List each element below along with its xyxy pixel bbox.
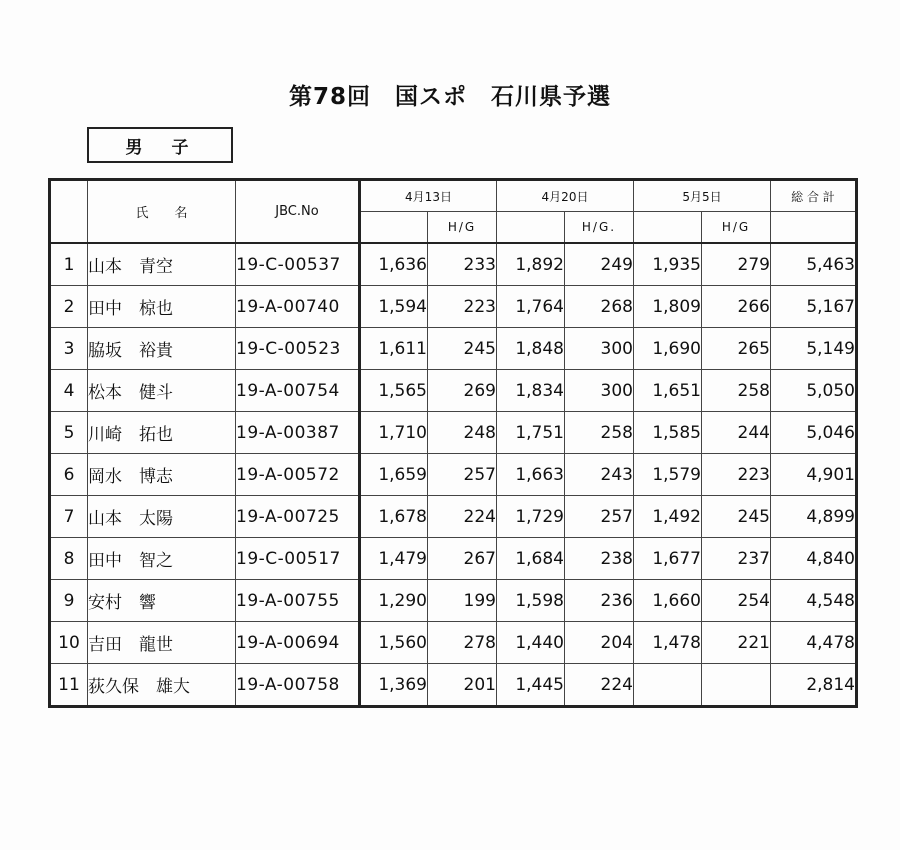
player-name-cell: 川崎 拓也: [88, 412, 236, 454]
total-score-cell: 4,478: [771, 622, 857, 664]
total-score-cell: 5,050: [771, 370, 857, 412]
rank-cell: 11: [50, 664, 88, 707]
jbc-number-cell: 19-C-00537: [236, 243, 360, 286]
total-score-cell: 4,901: [771, 454, 857, 496]
player-name-cell: 松本 健斗: [88, 370, 236, 412]
round3-high-game-cell: 244: [702, 412, 771, 454]
rank-cell: 10: [50, 622, 88, 664]
total-subheader: [771, 212, 857, 244]
round2-high-game-cell: 238: [565, 538, 634, 580]
table-row: [50, 243, 857, 286]
round1-score-subheader: [360, 212, 428, 244]
player-name-cell: 田中 椋也: [88, 286, 236, 328]
round2-score-cell: 1,663: [497, 454, 565, 496]
jbc-number-cell: 19-A-00740: [236, 286, 360, 328]
player-name-cell: 山本 青空: [88, 243, 236, 286]
rank-cell: 4: [50, 370, 88, 412]
round2-high-game-cell: 257: [565, 496, 634, 538]
jbc-number-cell: 19-A-00694: [236, 622, 360, 664]
round1-high-game-cell: 223: [428, 286, 497, 328]
total-score-cell: 5,463: [771, 243, 857, 286]
round2-score-cell: 1,764: [497, 286, 565, 328]
table-row: [50, 664, 857, 707]
round2-score-subheader: [497, 212, 565, 244]
round2-high-game-cell: 249: [565, 243, 634, 286]
rank-cell: 6: [50, 454, 88, 496]
round2-score-cell: 1,684: [497, 538, 565, 580]
round2-score-cell: 1,598: [497, 580, 565, 622]
round3-score-cell: 1,935: [634, 243, 702, 286]
category-label: 男 子: [87, 127, 233, 163]
round2-score-cell: 1,848: [497, 328, 565, 370]
table-row: [50, 538, 857, 580]
player-name-cell: 吉田 龍世: [88, 622, 236, 664]
round3-score-cell: 1,677: [634, 538, 702, 580]
round3-high-game-cell: 237: [702, 538, 771, 580]
round3-high-game-cell: [702, 664, 771, 707]
total-score-cell: 5,149: [771, 328, 857, 370]
round3-score-cell: 1,585: [634, 412, 702, 454]
header-row: [50, 180, 857, 212]
round2-high-game-cell: 243: [565, 454, 634, 496]
round2-high-game-cell: 300: [565, 370, 634, 412]
round2-high-game-cell: 236: [565, 580, 634, 622]
player-name-cell: 脇坂 裕貴: [88, 328, 236, 370]
round3-high-game-cell: 221: [702, 622, 771, 664]
round1-high-game-cell: 245: [428, 328, 497, 370]
round1-high-game-cell: 257: [428, 454, 497, 496]
round2-score-cell: 1,445: [497, 664, 565, 707]
round3-score-subheader: [634, 212, 702, 244]
round1-score-cell: 1,710: [360, 412, 428, 454]
rank-cell: 1: [50, 243, 88, 286]
round3-score-cell: 1,809: [634, 286, 702, 328]
round3-score-cell: 1,660: [634, 580, 702, 622]
round1-score-cell: 1,560: [360, 622, 428, 664]
total-score-cell: 5,167: [771, 286, 857, 328]
rank-cell: 3: [50, 328, 88, 370]
table-row: [50, 412, 857, 454]
rank-cell: 8: [50, 538, 88, 580]
total-score-cell: 4,840: [771, 538, 857, 580]
round1-high-game-cell: 248: [428, 412, 497, 454]
total-score-cell: 5,046: [771, 412, 857, 454]
round1-high-game-cell: 269: [428, 370, 497, 412]
round3-score-cell: 1,579: [634, 454, 702, 496]
player-name-cell: 山本 太陽: [88, 496, 236, 538]
jbc-number-cell: 19-C-00523: [236, 328, 360, 370]
round1-hg-subheader: H/G: [428, 212, 497, 244]
round1-high-game-cell: 278: [428, 622, 497, 664]
round3-hg-subheader: H/G: [702, 212, 771, 244]
round1-high-game-cell: 199: [428, 580, 497, 622]
total-score-cell: 4,899: [771, 496, 857, 538]
round1-high-game-cell: 233: [428, 243, 497, 286]
round1-score-cell: 1,290: [360, 580, 428, 622]
round3-header: 5月5日: [634, 180, 771, 212]
rank-cell: 2: [50, 286, 88, 328]
round2-header: 4月20日: [497, 180, 634, 212]
table-row: [50, 370, 857, 412]
round2-score-cell: 1,440: [497, 622, 565, 664]
round1-score-cell: 1,369: [360, 664, 428, 707]
round2-high-game-cell: 204: [565, 622, 634, 664]
jbc-number-cell: 19-C-00517: [236, 538, 360, 580]
rank-header: [50, 180, 88, 244]
jbc-number-cell: 19-A-00725: [236, 496, 360, 538]
round3-score-cell: 1,651: [634, 370, 702, 412]
round2-high-game-cell: 258: [565, 412, 634, 454]
total-score-cell: 4,548: [771, 580, 857, 622]
jbc-number-cell: 19-A-00572: [236, 454, 360, 496]
player-name-cell: 岡水 博志: [88, 454, 236, 496]
name-header: 氏 名: [88, 180, 236, 244]
round1-score-cell: 1,678: [360, 496, 428, 538]
total-score-cell: 2,814: [771, 664, 857, 707]
total-header: 総 合 計: [771, 180, 857, 212]
results-table: [48, 178, 858, 708]
table-row: [50, 622, 857, 664]
round3-high-game-cell: 265: [702, 328, 771, 370]
round2-score-cell: 1,892: [497, 243, 565, 286]
table-row: [50, 328, 857, 370]
player-name-cell: 荻久保 雄大: [88, 664, 236, 707]
player-name-cell: 田中 智之: [88, 538, 236, 580]
page-title: 第78回 国スポ 石川県予選: [288, 84, 611, 110]
round2-hg-subheader: H/G.: [565, 212, 634, 244]
round1-high-game-cell: 224: [428, 496, 497, 538]
round3-high-game-cell: 258: [702, 370, 771, 412]
round2-high-game-cell: 300: [565, 328, 634, 370]
jbc-number-cell: 19-A-00387: [236, 412, 360, 454]
round3-score-cell: [634, 664, 702, 707]
rank-cell: 5: [50, 412, 88, 454]
round1-high-game-cell: 201: [428, 664, 497, 707]
round3-high-game-cell: 279: [702, 243, 771, 286]
jbc-header: JBC.No: [236, 180, 360, 244]
table-row: [50, 454, 857, 496]
table-row: [50, 580, 857, 622]
round2-high-game-cell: 268: [565, 286, 634, 328]
round3-score-cell: 1,690: [634, 328, 702, 370]
round3-high-game-cell: 223: [702, 454, 771, 496]
round3-high-game-cell: 266: [702, 286, 771, 328]
jbc-number-cell: 19-A-00754: [236, 370, 360, 412]
round2-high-game-cell: 224: [565, 664, 634, 707]
round1-score-cell: 1,594: [360, 286, 428, 328]
round2-score-cell: 1,729: [497, 496, 565, 538]
round2-score-cell: 1,751: [497, 412, 565, 454]
round1-score-cell: 1,565: [360, 370, 428, 412]
round1-score-cell: 1,659: [360, 454, 428, 496]
jbc-number-cell: 19-A-00755: [236, 580, 360, 622]
rank-cell: 7: [50, 496, 88, 538]
round3-high-game-cell: 254: [702, 580, 771, 622]
round3-score-cell: 1,478: [634, 622, 702, 664]
round1-header: 4月13日: [360, 180, 497, 212]
round2-score-cell: 1,834: [497, 370, 565, 412]
round1-score-cell: 1,611: [360, 328, 428, 370]
jbc-number-cell: 19-A-00758: [236, 664, 360, 707]
round3-score-cell: 1,492: [634, 496, 702, 538]
table-row: [50, 496, 857, 538]
table-row: [50, 286, 857, 328]
round1-score-cell: 1,636: [360, 243, 428, 286]
player-name-cell: 安村 響: [88, 580, 236, 622]
round3-high-game-cell: 245: [702, 496, 771, 538]
round1-high-game-cell: 267: [428, 538, 497, 580]
round1-score-cell: 1,479: [360, 538, 428, 580]
rank-cell: 9: [50, 580, 88, 622]
